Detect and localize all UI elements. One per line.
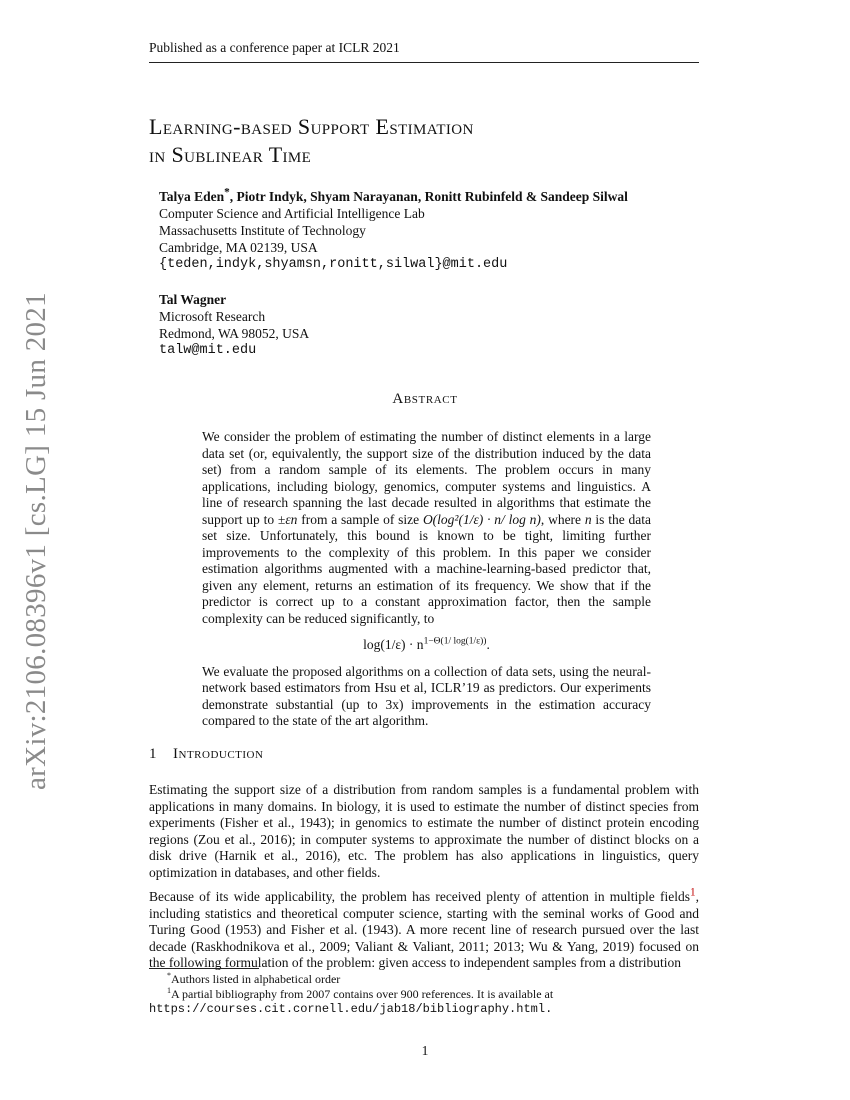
display-equation: $\log(1/\varepsilon) \cdot n^{1-\Theta(1/ log(1/\varepsilon))}$. [363, 636, 490, 652]
math-inline: n [584, 511, 592, 527]
author-footnote-mark[interactable]: * [224, 186, 230, 199]
paper-title [149, 113, 749, 169]
page-number: 1 [421, 1043, 429, 1058]
author-email: {teden,indyk,shyamsn,ronitt,silwal}@mit.edu [159, 257, 508, 272]
author-block-1 [159, 188, 719, 273]
running-header: Published as a conference paper at ICLR 2021 [149, 40, 400, 55]
footnote-url-link[interactable]: https://courses.cit.cornell.edu/jab18/bibliography.html. [149, 1002, 553, 1016]
abstract-paragraph-1: We consider the problem of estimating the number of distinct elements in a large data set (or, equivalently, the support size of the distribution induced by the data set) from a random sample of its elements. The problem occurs in many applications, including biology, genomics, computer systems and linguistics. A line of research spanning the last decade resulted in algorithms that estimate the support up to ±εn from a sample of size O(log²(1/ε) · n/ log n), where n is the data set size. Unfortunately, this bound is known to be tight, limiting further improvements to the complexity of this problem. In this paper we consider estimation algorithms augmented with a machine-learning-based predictor that, given any element, returns an estimation of its frequency. We show that if the predictor is correct up to a constant approximation factor, then the sample complexity can be reduced significantly, to [202, 429, 651, 626]
affiliation-line: Computer Science and Artificial Intelligence Lab [159, 206, 425, 221]
footnote-rule [149, 968, 259, 969]
footnote-link[interactable]: 1 [690, 886, 696, 899]
author-email: talw@mit.edu [159, 343, 257, 358]
math-inline: O(log²(1/ε) · n/ log n) [422, 511, 541, 527]
abstract-heading: Abstract [392, 391, 458, 407]
section-number: 1 [149, 746, 157, 762]
math-inline: ±εn [277, 511, 298, 527]
body-paragraph-1: Estimating the support size of a distribution from random samples is a fundamental problem with applications in many domains. In biology, it is used to estimate the number of distinct species from experiments (Fisher et al., 1943); in genomics to estimate the number of distinct protein encoding regions (Zou et al., 2016); in computer systems to approximate the number of distinct blocks on a disk drive (Harnik et al., 2016), etc. The problem has also applications in linguistics, query optimization in databases, and other fields. [149, 782, 699, 880]
footnote-1: *Authors listed in alphabetical order [167, 971, 341, 986]
body-paragraph-2: Because of its wide applicability, the problem has received plenty of attention in multiple fields$^1$, including statistics and theoretical computer science, starting with the seminal works of Good and Turing Good (1953) and Fisher et al. (1943). A more recent line of research pursued over the last decade (Raskhodnikova et al., 2009; Valiant & Valiant, 2011; 2013; Wu & Yang, 2019) focused on the following formulation of the problem: given access to independent samples from a distribution [149, 886, 699, 970]
author-block-2 [159, 291, 719, 359]
affiliation-line: Cambridge, MA 02139, USA [159, 240, 318, 255]
author-names: Talya Eden*, Piotr Indyk, Shyam Narayanan, Ronitt Rubinfeld & Sandeep Silwal [159, 186, 628, 204]
abstract-paragraph-2: We evaluate the proposed algorithms on a collection of data sets, using the neural-network based estimators from Hsu et al, ICLR’19 as predictors. Our experiments demonstrate substantial (up to 3x) improvements in the estimation accuracy compared to the state of the art algorithm. [202, 663, 651, 728]
author-name: Tal Wagner [159, 292, 227, 307]
footnote-2: $^1$A partial bibliography from 2007 contains over 900 references. It is available at [167, 986, 554, 1001]
section-body [149, 782, 699, 980]
title-line-2: in Sublinear Time [149, 142, 312, 167]
header-rule [149, 62, 699, 63]
abstract-body [202, 429, 651, 730]
affiliation-line: Massachusetts Institute of Technology [159, 223, 366, 238]
arxiv-stamp: arXiv:2106.08396v1 [cs.LG] 15 Jun 2021 [20, 292, 52, 790]
title-line-1: Learning-based Support Estimation [149, 114, 474, 139]
section-title: Introduction [173, 746, 264, 762]
footnotes [149, 972, 709, 1017]
section-heading [149, 746, 263, 763]
affiliation-line: Microsoft Research [159, 309, 266, 324]
affiliation-line: Redmond, WA 98052, USA [159, 326, 310, 341]
